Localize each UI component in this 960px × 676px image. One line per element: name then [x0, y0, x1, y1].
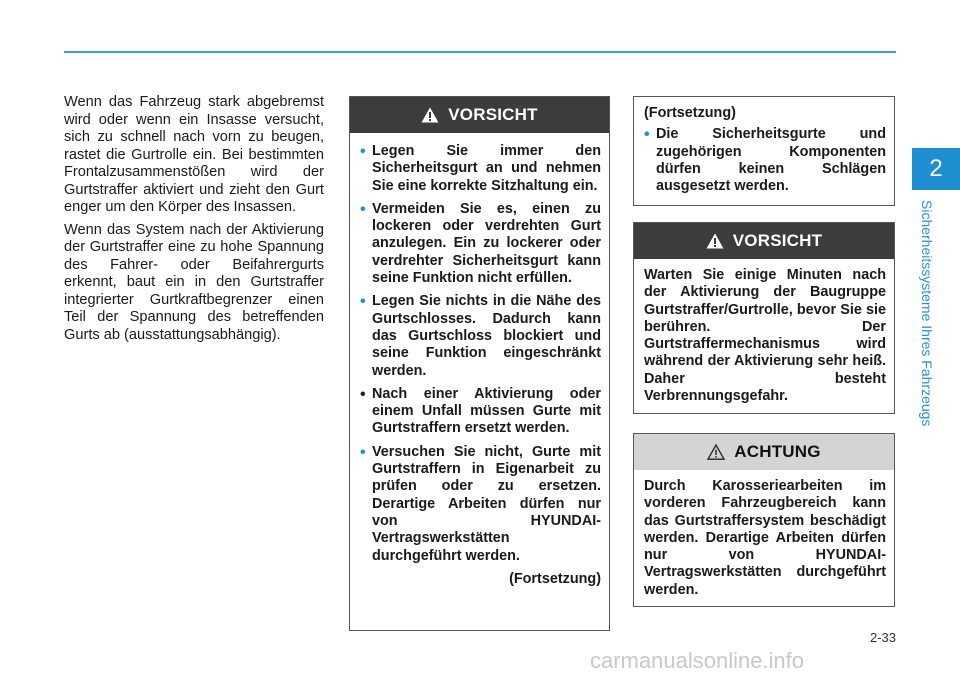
- caution-box: [349, 96, 610, 631]
- page-number: 2-33: [869, 630, 896, 645]
- caution-item: • Versuchen Sie nicht, Gurte mit Gurtstraffern in Eigenarbeit zu prüfen oder zu ersetzen. Derartige Arbeiten dürfen nur von HYUNDAI-Vertragswerkstätten durchgeführt werden.: [360, 443, 601, 564]
- continued-item: • Die Sicherheitsgurte und zugehörigen Komponenten dürfen keinen Schlägen ausgesetzt werden.: [644, 126, 886, 195]
- continued-box: [633, 96, 895, 206]
- chapter-title: Sicherheitssysteme Ihres Fahrzeugs: [919, 200, 935, 427]
- notice-header: [634, 434, 894, 470]
- chapter-number: 2: [929, 155, 943, 182]
- caution-box-2: [633, 222, 895, 414]
- notice-heading: ACHTUNG: [734, 442, 821, 461]
- bullet-icon: •: [360, 385, 366, 403]
- notice-text: Durch Karosseriearbeiten im vorderen Fahrzeugbereich kann das Gurtstraffersystem beschädigt werden. Derartige Arbeiten dürfen nur von HYUNDAI-Vertragswerkstätten durchgeführt werden.: [644, 478, 886, 598]
- caution-heading: VORSICHT: [732, 231, 823, 250]
- bullet-icon: •: [360, 143, 366, 160]
- warning-triangle-icon: [421, 107, 439, 123]
- watermark: carmanualsonline.info: [590, 648, 805, 673]
- header-rule: [64, 51, 896, 53]
- caution-item: • Legen Sie immer den Sicherheitsgurt an und nehmen Sie eine korrekte Sitzhaltung ein.: [360, 143, 601, 194]
- body-text: [64, 94, 324, 349]
- caution-item: • Vermeiden Sie es, einen zu lockeren oder verdrehten Gurt anzulegen. Ein zu lockerer oder verdrehter Sicherheitsgurt kann seine Funktion nicht erfüllen.: [360, 200, 601, 287]
- continued-heading: (Fortsetzung): [644, 105, 736, 121]
- warning-triangle-icon: [706, 233, 724, 249]
- caution-text: Warten Sie einige Minuten nach der Aktivierung der Baugruppe Gurtstraffer/Gurtrolle, bevor Sie sie berühren. Der Gurtstraffermechanismus wird während der Aktivierung sehr heiß. Daher besteht Verbrennungsgefahr.: [644, 267, 886, 405]
- caution-header: [634, 223, 894, 259]
- caution-header: [350, 97, 609, 133]
- caution-heading: VORSICHT: [448, 105, 538, 124]
- bullet-icon: •: [644, 126, 650, 144]
- caution-item: • Nach einer Aktivierung oder einem Unfall müssen Gurte mit Gurtstraffern ersetzt werden.: [360, 385, 601, 437]
- warning-triangle-outline-icon: [707, 444, 725, 460]
- bullet-icon: •: [360, 293, 366, 311]
- bullet-icon: •: [360, 200, 366, 218]
- body-paragraph: Wenn das System nach der Aktivierung der Gurtstraffer eine zu hohe Spannung des Fahrer- oder Beifahrergurts erkennt, baut ein in den Gurtstraffer integrierter Gurtkraftbegrenzer einen Teil der Spannung des betreffenden Gurts ab (ausstattungsabhängig).: [64, 221, 324, 343]
- bullet-icon: •: [360, 443, 366, 461]
- caution-item: • Legen Sie nichts in die Nähe des Gurtschlosses. Dadurch kann das Gurtschloss blockiert und seine Funktion eingeschränkt werden.: [360, 293, 601, 379]
- body-paragraph: Wenn das Fahrzeug stark abgebremst wird oder wenn ein Insasse versucht, sich zu schnell nach vorn zu beugen, rastet die Gurtrolle ein. Bei bestimmten Frontalzusammenstößen wird der Gurtstraffer aktiviert und zieht den Gurt enger um den Körper des Insassen.: [64, 94, 324, 215]
- notice-box: [633, 433, 895, 607]
- continued-note: (Fortsetzung): [509, 570, 601, 587]
- chapter-tab: [912, 148, 960, 190]
